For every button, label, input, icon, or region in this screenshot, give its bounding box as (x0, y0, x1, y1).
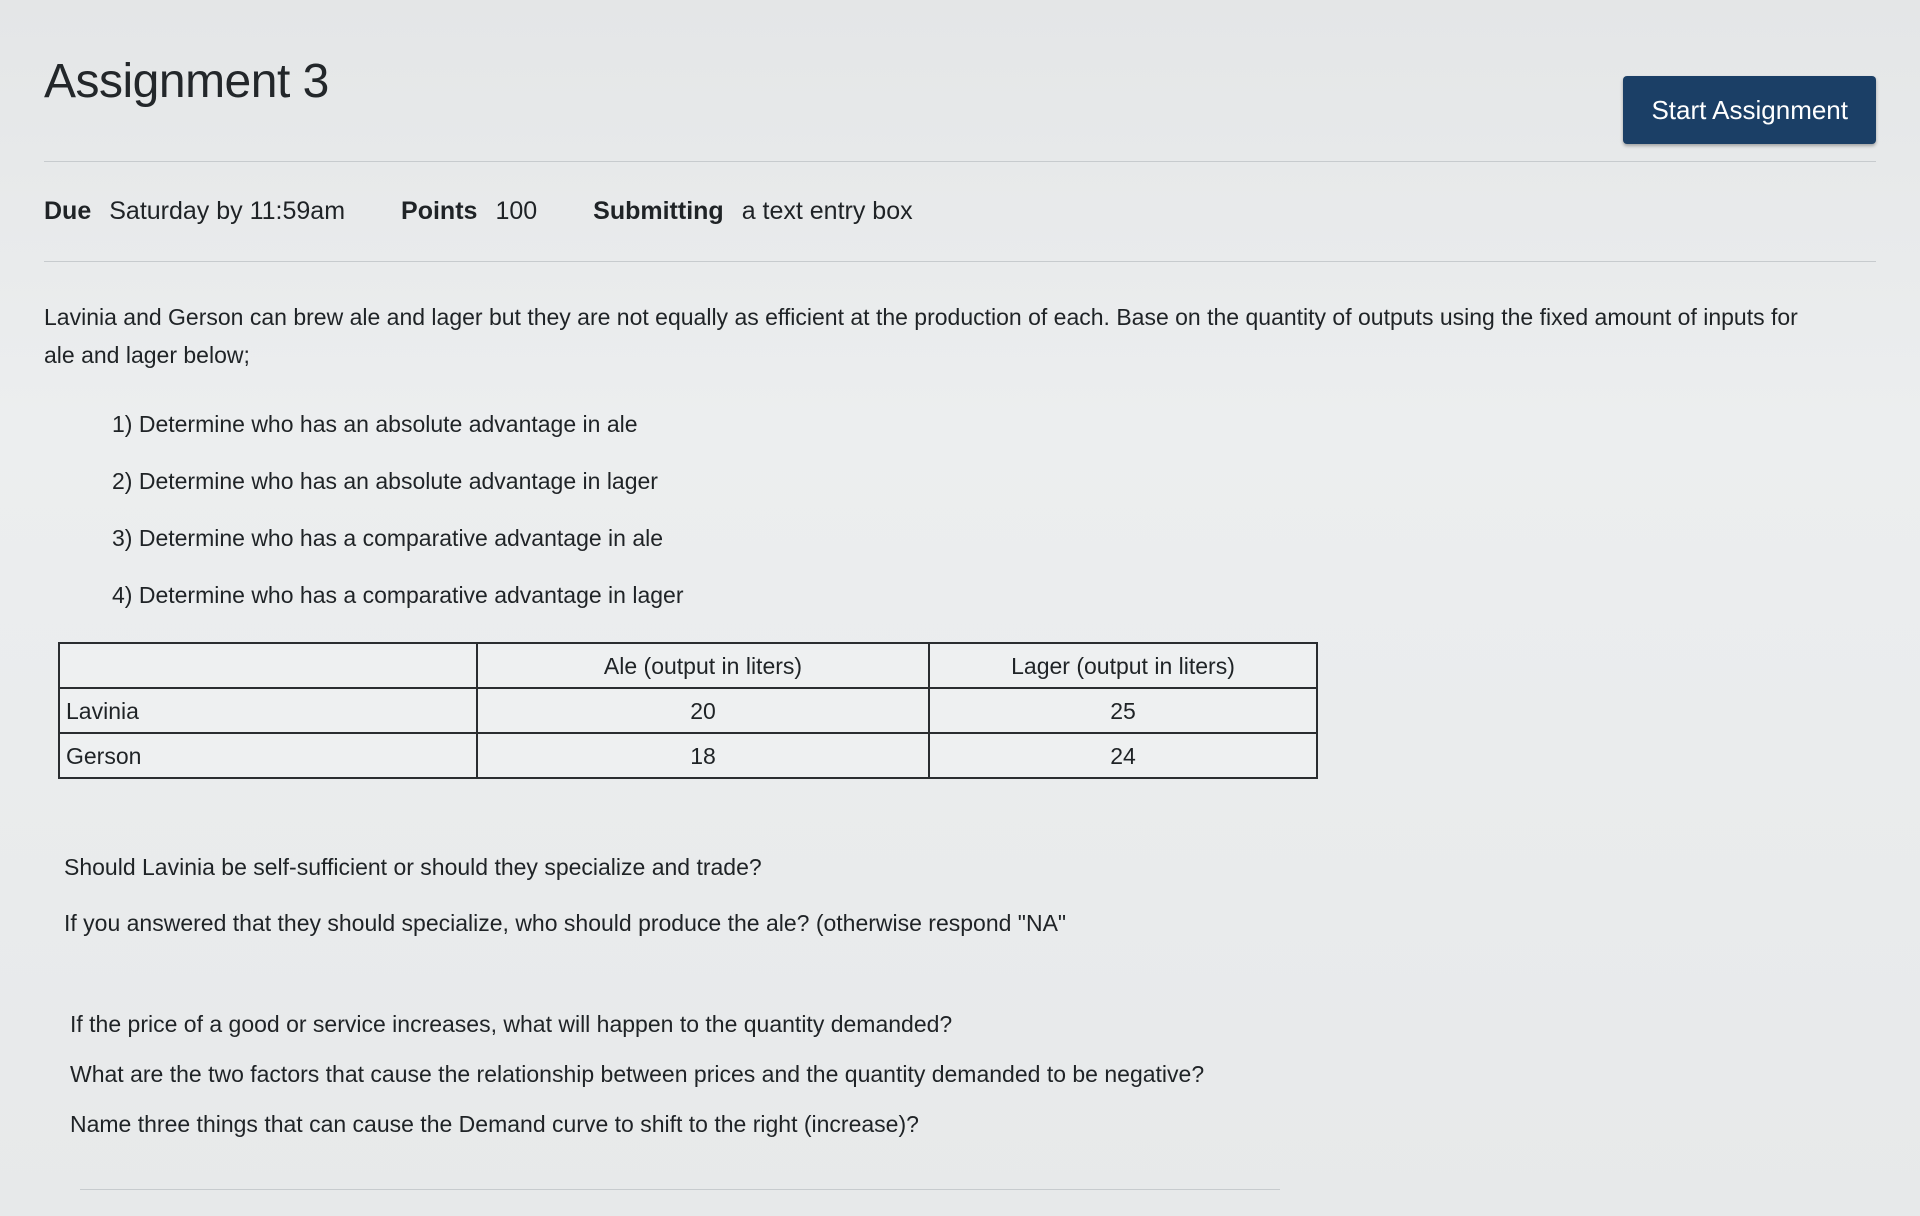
submitting-info (593, 197, 912, 226)
assignment-header (44, 0, 1876, 162)
submitting-label: Submitting (593, 197, 724, 225)
table-header-empty (59, 643, 477, 688)
list-item: 3) Determine who has a comparative advantage in ale (112, 525, 664, 551)
question-text: What are the two factors that cause the relationship between prices and the quantity demanded to be negative? (70, 1061, 1205, 1087)
table-cell-lager: 24 (929, 733, 1317, 778)
table-header-ale: Ale (output in liters) (477, 643, 929, 688)
question-text: If you answered that they should specialize, who should produce the ale? (otherwise respond "NA" (64, 910, 1067, 936)
table-cell-name: Gerson (59, 733, 477, 778)
due-label: Due (44, 197, 92, 225)
table-row (59, 688, 1317, 733)
question-list (112, 396, 1876, 624)
table-row (59, 733, 1317, 778)
table-header-row (59, 643, 1317, 688)
points-label: Points (401, 197, 478, 225)
list-item: 1) Determine who has an absolute advantage in ale (112, 411, 638, 437)
due-info (44, 197, 345, 226)
output-table (58, 642, 1318, 779)
table-cell-name: Lavinia (59, 688, 477, 733)
points-value: 100 (495, 197, 538, 225)
submitting-value: a text entry box (741, 197, 913, 225)
points-info (401, 197, 537, 226)
table-cell-ale: 18 (477, 733, 929, 778)
question-text: Name three things that can cause the Demand curve to shift to the right (increase)? (70, 1111, 919, 1137)
list-item: 2) Determine who has an absolute advantage in lager (112, 468, 658, 494)
table-header-lager: Lager (output in liters) (929, 643, 1317, 688)
page-title: Assignment 3 (44, 55, 329, 108)
demand-questions (70, 999, 1876, 1149)
bottom-divider (80, 1189, 1280, 1190)
intro-paragraph: Lavinia and Gerson can brew ale and lager but they are not equally as efficient at the production of each. Base on the quantity of outputs using the fixed amount of inputs for ale and lager below; (44, 304, 1798, 368)
table-cell-lager: 25 (929, 688, 1317, 733)
assignment-description (44, 262, 1876, 1149)
list-item: 4) Determine who has a comparative advantage in lager (112, 582, 684, 608)
question-text: If the price of a good or service increases, what will happen to the quantity demanded? (70, 1011, 953, 1037)
question-text: Should Lavinia be self-sufficient or should they specialize and trade? (64, 854, 762, 880)
start-assignment-button[interactable]: Start Assignment (1623, 76, 1876, 144)
specialization-questions (64, 839, 1876, 951)
assignment-details (44, 162, 1876, 262)
table-cell-ale: 20 (477, 688, 929, 733)
due-value: Saturday by 11:59am (109, 197, 346, 225)
